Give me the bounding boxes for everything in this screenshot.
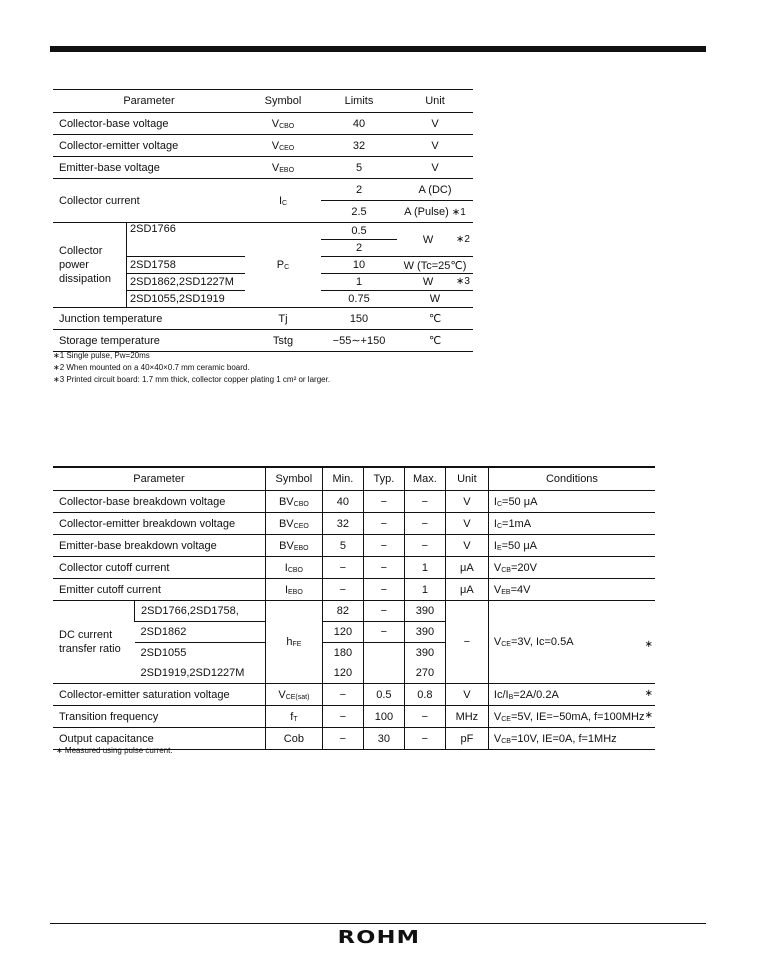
header-conditions: Conditions (488, 467, 655, 491)
header-rule (50, 46, 706, 52)
table-row: Collector current $I_C$ 2 A (DC) (53, 179, 473, 201)
table-row: 2SD1919,2SD1227M 120 270 (53, 663, 655, 684)
table-row: 2SD1862 120 − 390 (53, 622, 655, 643)
table-row: Transition frequency $f_T$ − 100 − MHz $V_{CE}=5V$, IE=−50mA, f=100MHz ∗ (53, 706, 655, 728)
header-unit: Unit (445, 467, 488, 491)
table-row: Collector-emitter voltage $V_{CEO}$ 32 V (53, 135, 473, 157)
table-row: 2.5 A (Pulse) ∗1 (53, 201, 473, 223)
header-symbol: Symbol (265, 467, 322, 491)
table-row: Collector-base breakdown voltage $BV_{CBO}$ 40 − − V $I_C=50$ μA (53, 491, 655, 513)
table-row: Collector power dissipation 2SD1766 $P_C$ 0.5 W ∗2 (53, 223, 473, 240)
footnote: ∗3 Printed circuit board: 1.7 mm thick, collector copper plating 1 cm² or larger. (53, 375, 331, 384)
table-row: Storage temperature Tstg −55∼+150 ℃ (53, 330, 473, 352)
table-row: 2SD1055,2SD1919 0.75 W (53, 291, 473, 308)
table-row: 2SD1055 180 390 (53, 643, 655, 664)
table-row: Emitter-base voltage $V_{EBO}$ 5 V (53, 157, 473, 179)
table-row: 2SD1758 10 W (Tc=25℃) (53, 257, 473, 274)
table-row: Collector-emitter saturation voltage $V_{CE(sat)}$ − 0.5 0.8 V $Ic/I_B=2A/0.2A$ ∗ (53, 684, 655, 706)
header-min: Min. (322, 467, 363, 491)
table-row: Junction temperature Tj 150 ℃ (53, 308, 473, 330)
table-row: 2SD1862,2SD1227M 1 W ∗3 (53, 274, 473, 291)
footnote: ∗1 Single pulse, Pw=20ms (53, 351, 150, 360)
footnote: ∗2 When mounted on a 40×40×0.7 mm ceramic board. (53, 363, 250, 372)
table-row: Emitter cutoff current $I_{EBO}$ − − 1 μA $V_{EB}=4V$ (53, 579, 655, 601)
table2-footnote: ∗ Measured using pulse current. (56, 746, 173, 755)
table-row: 2 (53, 240, 473, 257)
rohm-logo: ROHM (337, 927, 421, 948)
header-parameter: Parameter (53, 467, 265, 491)
table-header-row (53, 467, 655, 491)
header-max: Max. (404, 467, 445, 491)
table1-footnotes (53, 350, 330, 386)
table-row: Collector cutoff current $I_{CBO}$ − − 1 μA $V_{CB}=20V$ (53, 557, 655, 579)
header-limits: Limits (321, 90, 397, 113)
absolute-maximum-ratings-table (53, 89, 473, 352)
header-parameter: Parameter (53, 90, 245, 113)
table-header-row (53, 90, 473, 113)
table-row: Emitter-base breakdown voltage $BV_{EBO}$ 5 − − V $I_E=50$ μA (53, 535, 655, 557)
header-symbol: Symbol (245, 90, 321, 113)
table-row: Output capacitance Cob − 30 − pF $V_{CB}=10V$, IE=0A, f=1MHz (53, 728, 655, 750)
table-row: Collector-emitter breakdown voltage $BV_{CEO}$ 32 − − V $I_C=1mA$ (53, 513, 655, 535)
header-typ: Typ. (363, 467, 404, 491)
electrical-characteristics-table (53, 466, 655, 750)
header-unit: Unit (397, 90, 473, 113)
table-row: DC current transfer ratio 2SD1766,2SD1758, $h_{FE}$ 82 − 390 − $V_{CE}=3V$, Ic=0.5A ∗ (53, 601, 655, 622)
footer-rule (50, 923, 706, 924)
table-row: Collector-base voltage $V_{CBO}$ 40 V (53, 113, 473, 135)
